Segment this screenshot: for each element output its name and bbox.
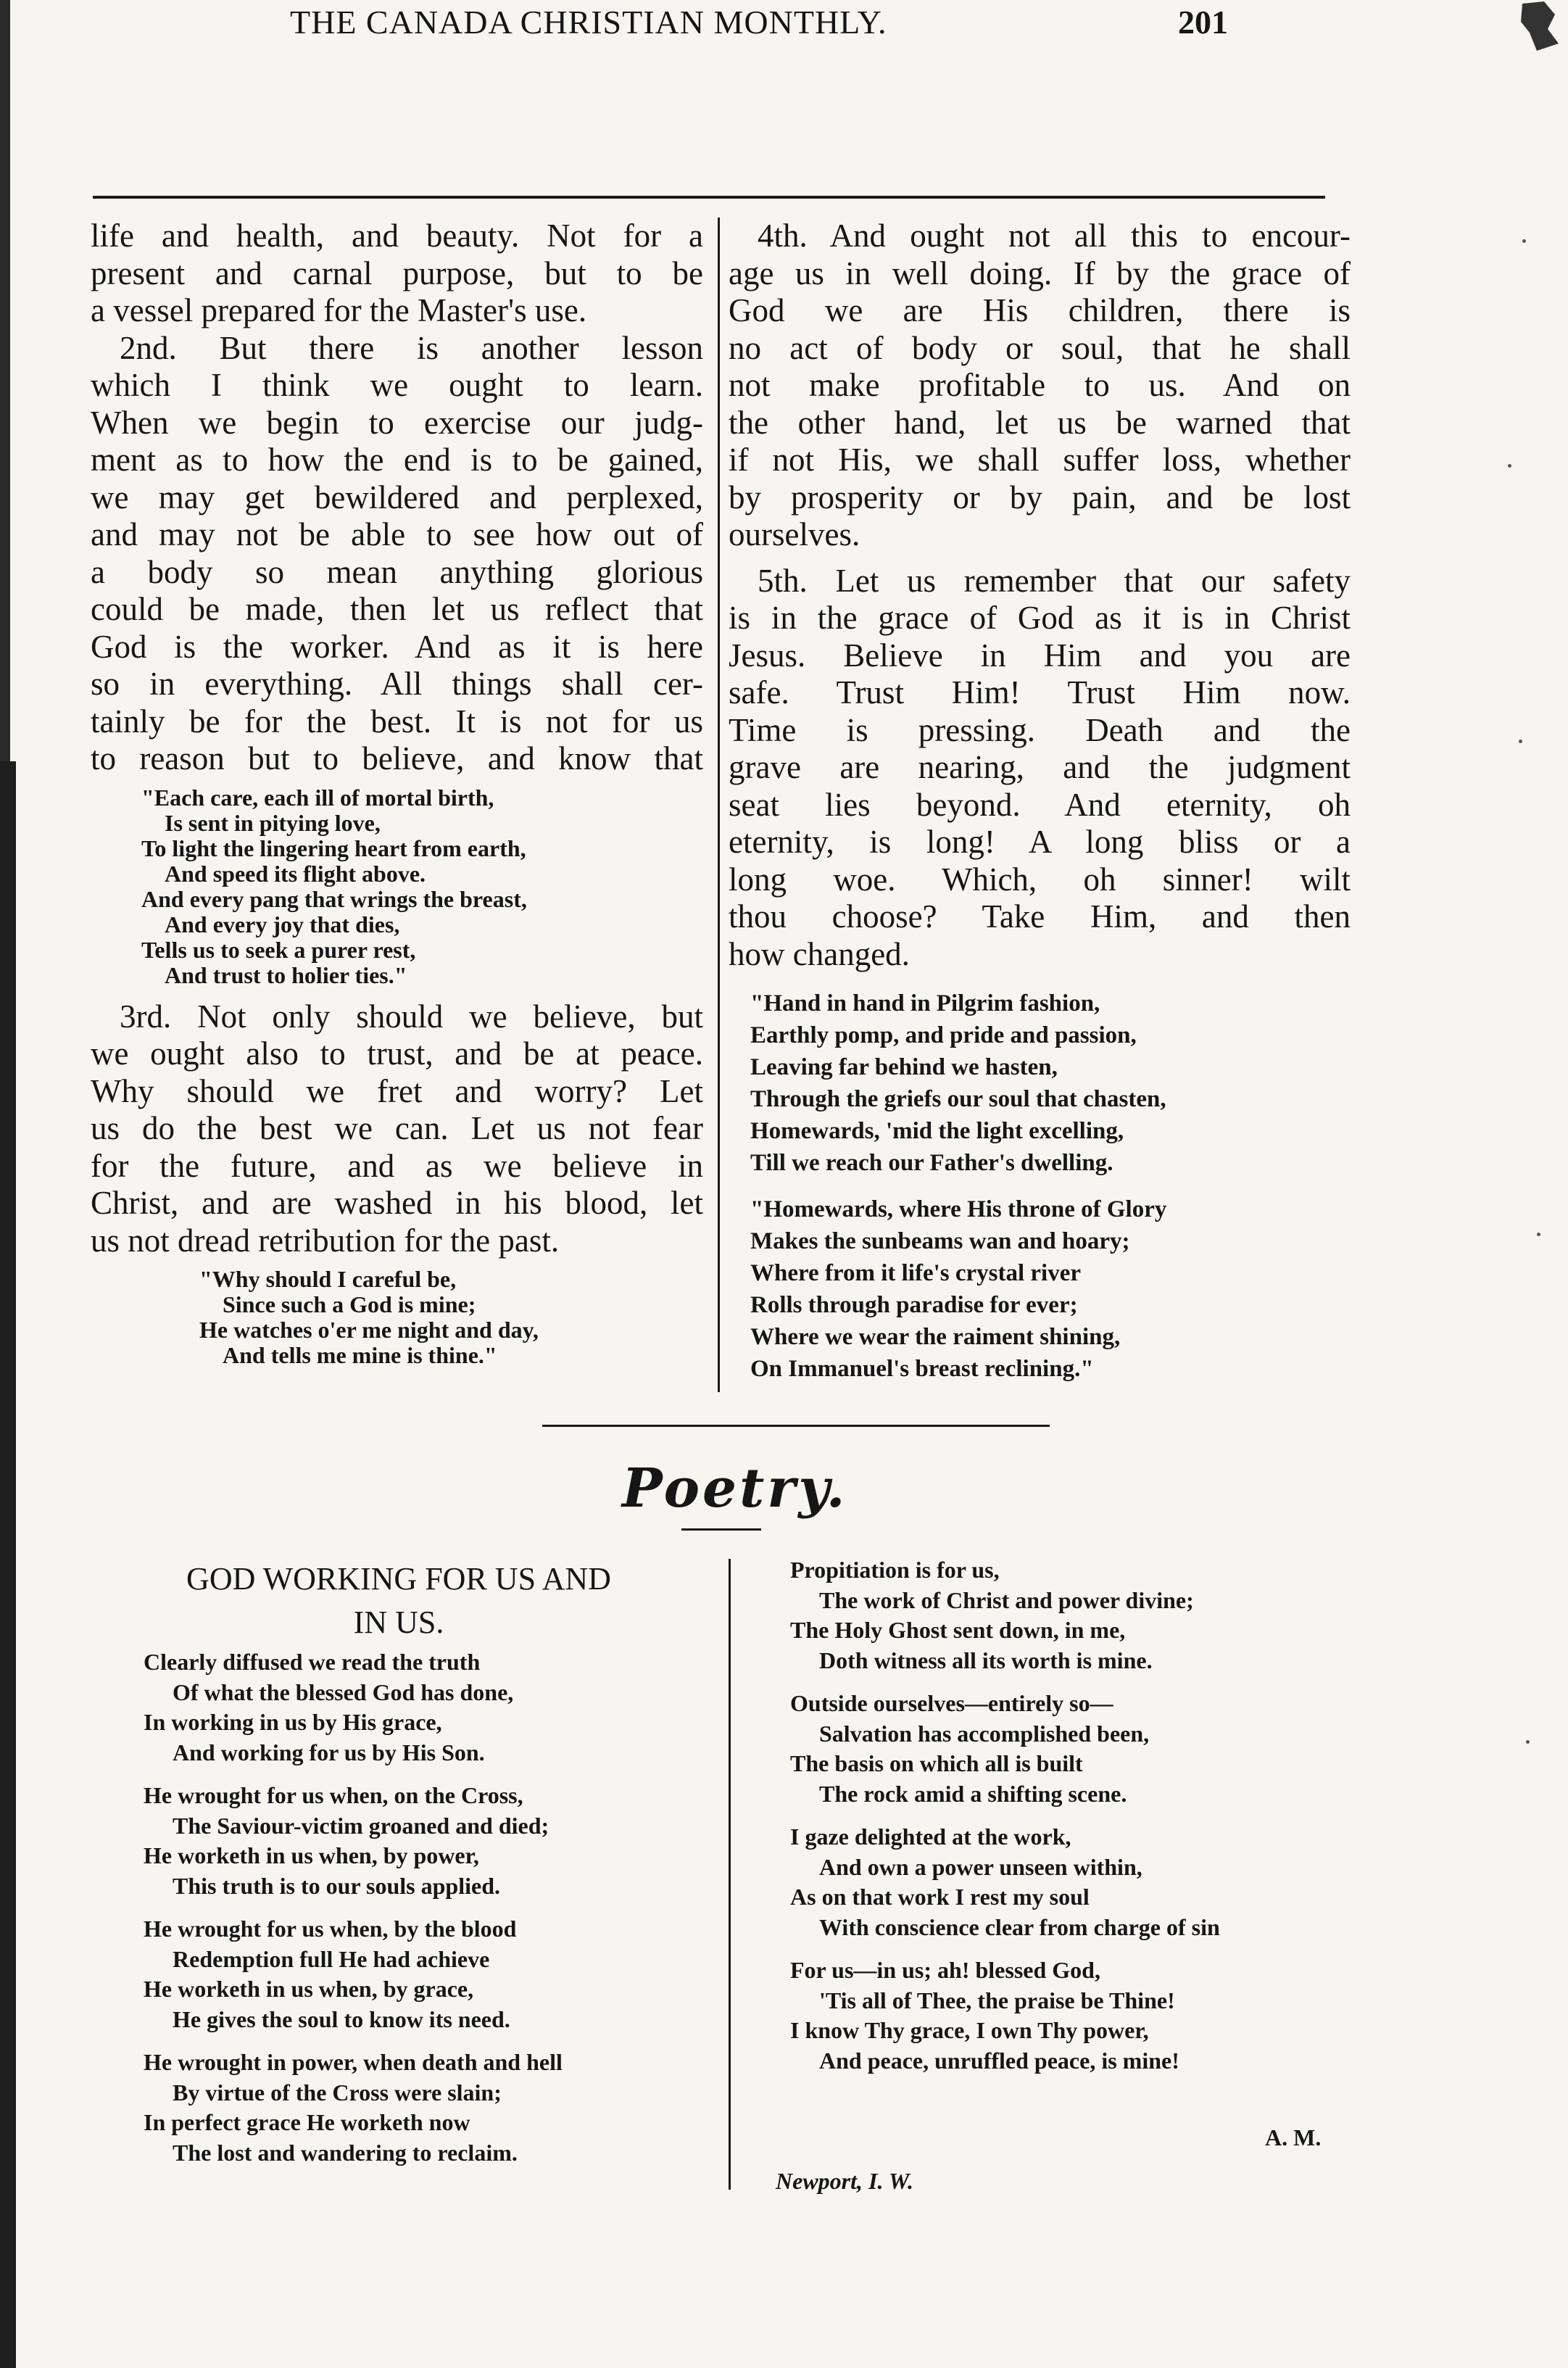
speck — [1508, 464, 1511, 468]
text-line: 4th. And ought not all this to encour- — [758, 218, 1351, 254]
verse-line: And tells me mine is thine." — [223, 1342, 497, 1368]
text-line: grave are nearing, and the judgment — [729, 749, 1351, 785]
poem-line: Propitiation is for us, — [790, 1557, 1000, 1583]
verse-line: Where we wear the raiment shining, — [750, 1324, 1121, 1350]
verse-line: To light the lingering heart from earth, — [141, 835, 526, 861]
text-line: thou choose? Take Him, and then — [729, 898, 1351, 935]
verse-homewards — [750, 1193, 1351, 1385]
poem-line: And working for us by His Son. — [173, 1739, 485, 1765]
text-line: ment as to how the end is to be gained, — [91, 442, 703, 478]
poem-line: The Holy Ghost sent down, in me, — [790, 1617, 1126, 1643]
text-line: When we begin to exercise our judg- — [91, 404, 703, 441]
text-line: to reason but to believe, and know that — [91, 740, 703, 777]
page-number: 201 — [1178, 4, 1228, 41]
text-line: us not dread retribution for the past. — [91, 1222, 560, 1259]
page-header — [0, 0, 1232, 51]
poem-line: He worketh in us when, by grace, — [144, 1976, 474, 2002]
verse-why-should — [199, 1267, 703, 1368]
verse-line: "Homewards, where His throne of Glory — [750, 1196, 1167, 1222]
poetry-heading-underline — [681, 1528, 761, 1531]
poem-line: 'Tis all of Thee, the praise be Thine! — [819, 1987, 1175, 2013]
verse-line: And speed its flight above. — [165, 860, 426, 887]
place-of-origin: Newport, I. W. — [776, 2168, 913, 2194]
text-line: tainly be for the best. It is not for us — [91, 703, 703, 740]
poem-line: He worketh in us when, by power, — [144, 1842, 479, 1868]
poem-line: Salvation has accomplished been, — [819, 1720, 1150, 1747]
column-divider-bottom — [729, 1559, 731, 2190]
header-rule — [93, 196, 1325, 199]
poem-line: I gaze delighted at the work, — [790, 1823, 1071, 1850]
text-line: safe. Trust Him! Trust Him now. — [729, 674, 1351, 711]
text-line: if not His, we shall suffer loss, whether — [729, 442, 1351, 478]
poem-line: Of what the blessed God has done, — [173, 1678, 514, 1705]
verse-line: Leaving far behind we hasten, — [750, 1054, 1058, 1080]
text-line: a body so mean anything glorious — [91, 553, 703, 590]
speck — [1526, 1740, 1530, 1744]
text-line: by prosperity or by pain, and be lost — [729, 479, 1351, 516]
text-line: Jesus. Believe in Him and you are — [729, 637, 1351, 674]
text-line: which I think we ought to learn. — [91, 367, 703, 403]
text-line: age us in well doing. If by the grace of — [729, 254, 1351, 291]
verse-line: And every joy that dies, — [165, 911, 400, 937]
paragraph-1 — [91, 218, 703, 330]
text-line: for the future, and as we believe in — [91, 1147, 703, 1184]
text-line: the other hand, let us be warned that — [729, 404, 1351, 441]
verse-line: Homewards, 'mid the light excelling, — [750, 1118, 1124, 1144]
poem-line: For us—in us; ah! blessed God, — [790, 1957, 1100, 1983]
page-binding-shadow — [0, 761, 16, 2368]
speck — [1522, 239, 1526, 243]
verse-line: Tells us to seek a purer rest, — [141, 936, 416, 963]
poem-line: The Saviour-victim groaned and died; — [173, 1812, 549, 1839]
text-line: God is the worker. And as it is here — [91, 628, 703, 665]
paragraph-5th — [729, 563, 1351, 974]
poem-line: And peace, unruffled peace, is mine! — [819, 2047, 1179, 2074]
verse-line: "Hand in hand in Pilgrim fashion, — [750, 990, 1100, 1017]
text-line: God we are His children, there is — [729, 292, 1351, 328]
poem-title — [109, 1557, 689, 1644]
poem-line: Outside ourselves—entirely so— — [790, 1690, 1113, 1716]
text-line: a vessel prepared for the Master's use. — [91, 292, 587, 328]
text-line: we ought also to trust, and be at peace. — [91, 1035, 703, 1072]
poem-line: He wrought for us when, by the blood — [144, 1916, 517, 1942]
text-line: and may not be able to see how out of — [91, 516, 703, 552]
poem-line: And own a power unseen within, — [819, 1853, 1142, 1880]
text-line: 5th. Let us remember that our safety — [758, 562, 1351, 599]
text-line: Time is pressing. Death and the — [729, 711, 1351, 748]
poem-line: With conscience clear from charge of sin — [819, 1913, 1220, 1940]
text-line: no act of body or soul, that he shall — [729, 329, 1351, 366]
signature: A. M. — [1265, 2124, 1322, 2150]
verse-line: And trust to holier ties." — [165, 961, 407, 988]
verse-hand-in-hand — [750, 988, 1351, 1179]
text-line: life and health, and beauty. Not for a — [91, 218, 703, 254]
poem-line: The rock amid a shifting scene. — [819, 1780, 1127, 1807]
text-line: seat lies beyond. And eternity, oh — [729, 786, 1351, 823]
poem-line: I know Thy grace, I own Thy power, — [790, 2017, 1149, 2043]
poem-line: He wrought for us when, on the Cross, — [144, 1782, 523, 1808]
poem-line: This truth is to our souls applied. — [173, 1872, 500, 1899]
poem-left-column — [144, 1647, 723, 2168]
text-line: ourselves. — [729, 516, 860, 552]
verse-line: Where from it life's crystal river — [750, 1260, 1082, 1286]
verse-line: And every pang that wrings the breast, — [141, 885, 527, 912]
text-line: present and carnal purpose, but to be — [91, 254, 703, 291]
text-line: so in everything. All things shall cer- — [91, 666, 703, 702]
verse-line: Since such a God is mine; — [223, 1291, 476, 1317]
text-line: Why should we fret and worry? Let — [91, 1072, 703, 1109]
running-title: THE CANADA CHRISTIAN MONTHLY. — [290, 4, 887, 41]
poem-line: In perfect grace He worketh now — [144, 2109, 470, 2135]
poem-line: The lost and wandering to reclaim. — [173, 2139, 518, 2166]
text-line: 3rd. Not only should we believe, but — [120, 998, 703, 1035]
verse-line: He watches o'er me night and day, — [199, 1317, 539, 1343]
text-line: is in the grace of God as it is in Christ — [729, 600, 1351, 636]
poem-line: Redemption full He had achieve — [173, 1945, 490, 1972]
verse-line: On Immanuel's breast reclining." — [750, 1356, 1094, 1382]
text-line: Christ, and are washed in his blood, let — [91, 1185, 703, 1221]
verse-line: "Why should I careful be, — [199, 1266, 457, 1292]
paragraph-3rd — [91, 998, 703, 1260]
speck — [1519, 740, 1522, 743]
poem-title-line-2: IN US. — [353, 1605, 444, 1640]
column-divider-top — [718, 218, 720, 1392]
poetry-heading: Poetry. — [622, 1457, 848, 1520]
text-line: us do the best we can. Let us not fear — [91, 1110, 703, 1146]
poem-line: In working in us by His grace, — [144, 1709, 442, 1735]
verse-line: "Each care, each ill of mortal birth, — [141, 784, 494, 811]
corner-damage-mark — [1515, 0, 1566, 58]
section-rule — [542, 1425, 1050, 1427]
verse-each-care — [141, 785, 703, 988]
paragraph-4th — [729, 218, 1351, 554]
verse-line: Earthly pomp, and pride and passion, — [750, 1022, 1137, 1048]
text-line: eternity, is long! A long bliss or a — [729, 824, 1351, 860]
verse-line: Till we reach our Father's dwelling. — [750, 1150, 1113, 1176]
verse-line: Rolls through paradise for ever; — [750, 1292, 1078, 1318]
poem-line: As on that work I rest my soul — [790, 1884, 1090, 1910]
text-line: how changed. — [729, 935, 910, 972]
poem-line: By virtue of the Cross were slain; — [173, 2079, 502, 2106]
left-column — [91, 218, 703, 1378]
poem-title-line-1: GOD WORKING FOR US AND — [186, 1561, 611, 1597]
paragraph-2nd — [91, 330, 703, 778]
verse-line: Is sent in pitying love, — [165, 809, 381, 836]
text-line: could be made, then let us reflect that — [91, 591, 703, 627]
text-line: long woe. Which, oh sinner! wilt — [729, 861, 1351, 898]
verse-line: Makes the sunbeams wan and hoary; — [750, 1228, 1130, 1254]
poem-line: He gives the soul to know its need. — [173, 2005, 510, 2032]
text-line: 2nd. But there is another lesson — [120, 329, 703, 366]
text-line: we may get bewildered and perplexed, — [91, 479, 703, 516]
poem-line: Clearly diffused we read the truth — [144, 1649, 481, 1675]
right-column — [729, 218, 1351, 1398]
verse-line: Through the griefs our soul that chasten, — [750, 1086, 1166, 1112]
speck — [1537, 1233, 1540, 1236]
poem-line: Doth witness all its worth is mine. — [819, 1647, 1153, 1673]
poem-line: He wrought in power, when death and hell — [144, 2049, 563, 2075]
text-line: not make profitable to us. And on — [729, 367, 1351, 403]
poem-right-column — [790, 1555, 1356, 2076]
poem-line: The basis on which all is built — [790, 1750, 1083, 1776]
poem-line: The work of Christ and power divine; — [819, 1586, 1194, 1613]
